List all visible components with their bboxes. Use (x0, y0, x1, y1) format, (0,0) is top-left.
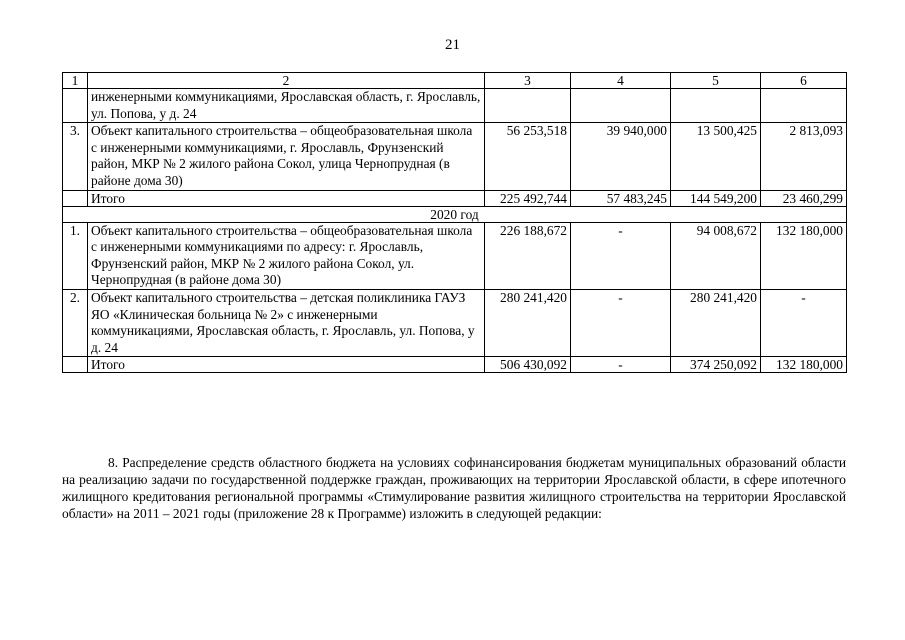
total-row (63, 190, 847, 206)
value-col3: 280 241,420 (485, 289, 571, 356)
row-number: 1. (63, 222, 88, 289)
value-col5: 13 500,425 (671, 123, 761, 190)
total-col5: 144 549,200 (671, 190, 761, 206)
object-name: Объект капитального строительства – общеобразовательная школа с инженерными коммуникациями, г. Ярославль, Фрунзенский район, МКР № 2 жилого района Сокол, улица Чернопрудная (в районе дома 30) (88, 123, 485, 190)
value-col5 (671, 89, 761, 123)
table-row (63, 89, 847, 123)
table-row (63, 222, 847, 289)
table-row (63, 123, 847, 190)
value-col4 (571, 89, 671, 123)
value-col3: 226 188,672 (485, 222, 571, 289)
table-row (63, 289, 847, 356)
row-number (63, 357, 88, 373)
row-number (63, 190, 88, 206)
column-header: 4 (571, 73, 671, 89)
table-header-row (63, 73, 847, 89)
budget-table (62, 72, 847, 373)
object-name: Объект капитального строительства – общеобразовательная школа с инженерными коммуникациями по адресу: г. Ярославль, Фрунзенский район, МКР № 2 жилого района Сокол, ул. Чернопрудная (в районе дома 30) (88, 222, 485, 289)
value-col4: 39 940,000 (571, 123, 671, 190)
row-number: 3. (63, 123, 88, 190)
row-number: 2. (63, 289, 88, 356)
value-col6: 132 180,000 (761, 222, 847, 289)
object-name: Объект капитального строительства – детская поликлиника ГАУЗ ЯО «Клиническая больница № 2» с инженерными коммуникациями, Ярославская область, г. Ярославль, ул. Попова, у д. 24 (88, 289, 485, 356)
value-col5: 280 241,420 (671, 289, 761, 356)
value-col5: 94 008,672 (671, 222, 761, 289)
year-row (63, 206, 847, 222)
page-number: 21 (445, 37, 460, 53)
total-col4: - (571, 357, 671, 373)
column-header: 6 (761, 73, 847, 89)
row-number (63, 89, 88, 123)
year-label: 2020 год (63, 206, 847, 222)
value-col6: - (761, 289, 847, 356)
value-col3 (485, 89, 571, 123)
paragraph-8: 8. Распределение средств областного бюджета на условиях софинансирования бюджетам муниципальных образований области на реализацию задачи по государственной поддержке граждан, проживающих на территории Ярославской области, в сфере ипотечного жилищного кредитования региональной программы «Стимулирование развития жилищного строительства на территории Ярославской области» на 2011 – 2021 годы (приложение 28 к Программе) изложить в следующей редакции: (62, 455, 846, 522)
total-col6: 23 460,299 (761, 190, 847, 206)
value-col6 (761, 89, 847, 123)
value-col3: 56 253,518 (485, 123, 571, 190)
value-col6: 2 813,093 (761, 123, 847, 190)
total-col6: 132 180,000 (761, 357, 847, 373)
column-header: 2 (88, 73, 485, 89)
column-header: 1 (63, 73, 88, 89)
value-col4: - (571, 289, 671, 356)
total-row (63, 357, 847, 373)
total-col3: 225 492,744 (485, 190, 571, 206)
total-col3: 506 430,092 (485, 357, 571, 373)
total-col4: 57 483,245 (571, 190, 671, 206)
total-label: Итого (88, 190, 485, 206)
value-col4: - (571, 222, 671, 289)
total-col5: 374 250,092 (671, 357, 761, 373)
column-header: 3 (485, 73, 571, 89)
object-name: инженерными коммуникациями, Ярославская область, г. Ярославль, ул. Попова, у д. 24 (88, 89, 485, 123)
total-label: Итого (88, 357, 485, 373)
column-header: 5 (671, 73, 761, 89)
